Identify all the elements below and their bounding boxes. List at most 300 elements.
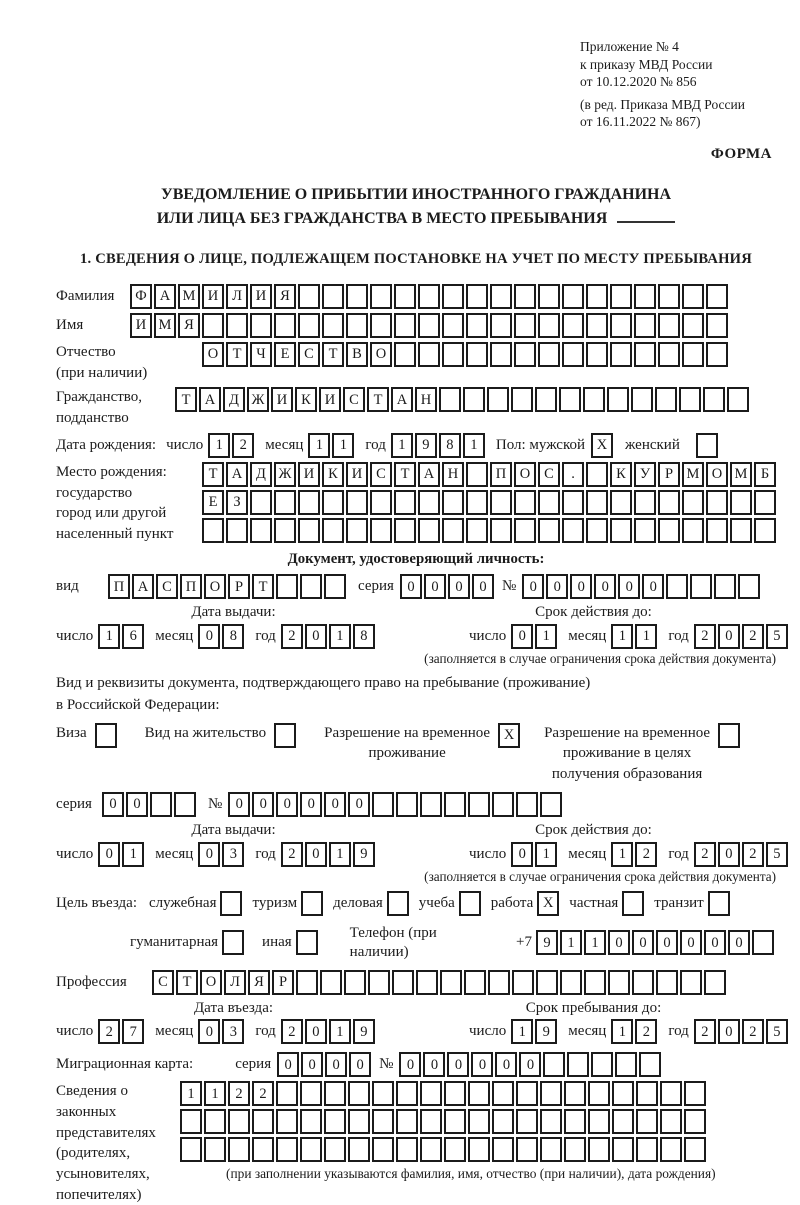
char-box[interactable] (586, 462, 608, 487)
char-box[interactable]: Т (175, 387, 197, 412)
char-box[interactable] (442, 518, 464, 543)
char-box[interactable] (394, 313, 416, 338)
char-box[interactable] (682, 342, 704, 367)
char-box[interactable]: Е (274, 342, 296, 367)
char-box[interactable]: 2 (742, 842, 764, 867)
char-box[interactable]: 0 (228, 792, 250, 817)
char-box[interactable]: 0 (447, 1052, 469, 1077)
char-box[interactable]: 1 (511, 1019, 533, 1044)
char-box[interactable] (468, 1081, 490, 1106)
char-box[interactable] (727, 387, 749, 412)
char-box[interactable]: 1 (535, 842, 557, 867)
char-box[interactable] (639, 1052, 661, 1077)
char-box[interactable] (204, 1137, 226, 1162)
char-box[interactable]: Л (224, 970, 246, 995)
char-box[interactable] (696, 433, 718, 458)
char-box[interactable]: 0 (632, 930, 654, 955)
char-box[interactable] (690, 574, 712, 599)
char-box[interactable] (222, 930, 244, 955)
char-box[interactable] (514, 342, 536, 367)
char-box[interactable]: 0 (618, 574, 640, 599)
char-box[interactable] (538, 490, 560, 515)
char-box[interactable]: П (490, 462, 512, 487)
char-box[interactable] (394, 490, 416, 515)
char-box[interactable]: X (537, 891, 559, 916)
char-box[interactable]: 2 (232, 433, 254, 458)
char-box[interactable]: Ч (250, 342, 272, 367)
char-box[interactable]: О (200, 970, 222, 995)
char-box[interactable]: 1 (204, 1081, 226, 1106)
char-box[interactable]: Ф (130, 284, 152, 309)
char-box[interactable] (610, 313, 632, 338)
char-box[interactable]: 0 (546, 574, 568, 599)
char-box[interactable] (324, 1081, 346, 1106)
char-box[interactable] (418, 342, 440, 367)
char-box[interactable] (250, 518, 272, 543)
char-box[interactable] (444, 792, 466, 817)
char-box[interactable] (708, 891, 730, 916)
char-box[interactable]: 2 (281, 624, 303, 649)
char-box[interactable]: Д (223, 387, 245, 412)
char-box[interactable] (372, 1109, 394, 1134)
char-box[interactable] (588, 1081, 610, 1106)
char-box[interactable]: В (346, 342, 368, 367)
char-box[interactable]: С (152, 970, 174, 995)
char-box[interactable] (202, 518, 224, 543)
char-box[interactable]: 0 (704, 930, 726, 955)
char-box[interactable] (658, 342, 680, 367)
char-box[interactable] (300, 1081, 322, 1106)
char-box[interactable] (459, 891, 481, 916)
char-box[interactable]: 2 (635, 1019, 657, 1044)
char-box[interactable]: С (343, 387, 365, 412)
char-box[interactable] (718, 723, 740, 748)
char-box[interactable]: 0 (423, 1052, 445, 1077)
char-box[interactable] (511, 387, 533, 412)
char-box[interactable] (706, 284, 728, 309)
char-box[interactable]: И (319, 387, 341, 412)
char-box[interactable] (298, 518, 320, 543)
char-box[interactable]: 1 (611, 624, 633, 649)
char-box[interactable] (538, 518, 560, 543)
char-box[interactable]: 0 (301, 1052, 323, 1077)
char-box[interactable] (607, 387, 629, 412)
char-box[interactable] (418, 490, 440, 515)
char-box[interactable]: А (226, 462, 248, 487)
char-box[interactable] (492, 1081, 514, 1106)
char-box[interactable] (301, 891, 323, 916)
char-box[interactable]: Т (367, 387, 389, 412)
char-box[interactable] (348, 1081, 370, 1106)
char-box[interactable] (682, 284, 704, 309)
char-box[interactable] (514, 313, 536, 338)
char-box[interactable]: 3 (222, 1019, 244, 1044)
char-box[interactable] (439, 387, 461, 412)
char-box[interactable]: 0 (349, 1052, 371, 1077)
char-box[interactable]: 0 (472, 574, 494, 599)
char-box[interactable]: 1 (329, 842, 351, 867)
char-box[interactable] (463, 387, 485, 412)
char-box[interactable]: М (730, 462, 752, 487)
char-box[interactable]: 0 (594, 574, 616, 599)
char-box[interactable]: У (634, 462, 656, 487)
char-box[interactable]: С (298, 342, 320, 367)
char-box[interactable] (174, 792, 196, 817)
char-box[interactable] (536, 970, 558, 995)
char-box[interactable]: 0 (277, 1052, 299, 1077)
char-box[interactable] (562, 490, 584, 515)
char-box[interactable]: 1 (98, 624, 120, 649)
char-box[interactable] (586, 284, 608, 309)
char-box[interactable] (612, 1137, 634, 1162)
char-box[interactable] (540, 1137, 562, 1162)
char-box[interactable]: 1 (208, 433, 230, 458)
char-box[interactable]: 1 (180, 1081, 202, 1106)
char-box[interactable]: 0 (718, 624, 740, 649)
char-box[interactable]: О (370, 342, 392, 367)
char-box[interactable]: 0 (511, 624, 533, 649)
char-box[interactable]: 0 (300, 792, 322, 817)
char-box[interactable]: 0 (424, 574, 446, 599)
char-box[interactable]: 0 (276, 792, 298, 817)
char-box[interactable] (586, 490, 608, 515)
char-box[interactable]: Р (272, 970, 294, 995)
char-box[interactable] (394, 284, 416, 309)
char-box[interactable] (680, 970, 702, 995)
char-box[interactable] (228, 1137, 250, 1162)
char-box[interactable]: С (156, 574, 178, 599)
char-box[interactable] (656, 970, 678, 995)
char-box[interactable] (276, 1109, 298, 1134)
char-box[interactable] (324, 574, 346, 599)
char-box[interactable]: Т (202, 462, 224, 487)
char-box[interactable] (538, 313, 560, 338)
char-box[interactable] (444, 1109, 466, 1134)
char-box[interactable] (632, 970, 654, 995)
char-box[interactable] (220, 891, 242, 916)
char-box[interactable] (612, 1109, 634, 1134)
char-box[interactable] (490, 313, 512, 338)
char-box[interactable]: 8 (222, 624, 244, 649)
char-box[interactable] (516, 1137, 538, 1162)
char-box[interactable] (564, 1081, 586, 1106)
char-box[interactable] (567, 1052, 589, 1077)
char-box[interactable] (442, 490, 464, 515)
char-box[interactable]: 3 (222, 842, 244, 867)
char-box[interactable]: 1 (611, 1019, 633, 1044)
char-box[interactable] (610, 490, 632, 515)
char-box[interactable]: Т (252, 574, 274, 599)
char-box[interactable] (586, 342, 608, 367)
char-box[interactable] (540, 792, 562, 817)
char-box[interactable] (394, 342, 416, 367)
char-box[interactable]: 2 (635, 842, 657, 867)
char-box[interactable]: 0 (522, 574, 544, 599)
char-box[interactable] (296, 970, 318, 995)
char-box[interactable] (684, 1109, 706, 1134)
char-box[interactable] (468, 1137, 490, 1162)
char-box[interactable]: 1 (329, 624, 351, 649)
char-box[interactable] (634, 313, 656, 338)
char-box[interactable] (420, 1137, 442, 1162)
char-box[interactable]: П (180, 574, 202, 599)
char-box[interactable] (440, 970, 462, 995)
char-box[interactable] (346, 313, 368, 338)
char-box[interactable]: 0 (570, 574, 592, 599)
char-box[interactable] (274, 313, 296, 338)
char-box[interactable] (682, 518, 704, 543)
char-box[interactable] (442, 313, 464, 338)
char-box[interactable]: Н (442, 462, 464, 487)
char-box[interactable] (588, 1137, 610, 1162)
char-box[interactable] (634, 284, 656, 309)
char-box[interactable] (487, 387, 509, 412)
char-box[interactable]: 0 (252, 792, 274, 817)
char-box[interactable]: Е (202, 490, 224, 515)
char-box[interactable]: Б (754, 462, 776, 487)
char-box[interactable] (466, 313, 488, 338)
char-box[interactable]: 1 (329, 1019, 351, 1044)
char-box[interactable]: Н (415, 387, 437, 412)
char-box[interactable] (562, 284, 584, 309)
char-box[interactable] (538, 284, 560, 309)
char-box[interactable] (464, 970, 486, 995)
char-box[interactable]: 2 (694, 842, 716, 867)
char-box[interactable] (226, 313, 248, 338)
char-box[interactable] (322, 518, 344, 543)
char-box[interactable] (346, 490, 368, 515)
char-box[interactable]: 0 (448, 574, 470, 599)
char-box[interactable] (660, 1109, 682, 1134)
char-box[interactable] (588, 1109, 610, 1134)
char-box[interactable] (418, 313, 440, 338)
char-box[interactable] (396, 1081, 418, 1106)
char-box[interactable]: 2 (98, 1019, 120, 1044)
char-box[interactable] (738, 574, 760, 599)
char-box[interactable] (300, 1137, 322, 1162)
char-box[interactable]: Д (250, 462, 272, 487)
char-box[interactable]: П (108, 574, 130, 599)
char-box[interactable]: М (154, 313, 176, 338)
char-box[interactable]: 1 (332, 433, 354, 458)
char-box[interactable] (684, 1137, 706, 1162)
char-box[interactable] (634, 490, 656, 515)
char-box[interactable] (608, 970, 630, 995)
char-box[interactable] (396, 1137, 418, 1162)
char-box[interactable]: 0 (519, 1052, 541, 1077)
char-box[interactable] (631, 387, 653, 412)
char-box[interactable] (444, 1081, 466, 1106)
char-box[interactable] (512, 970, 534, 995)
char-box[interactable]: 8 (353, 624, 375, 649)
char-box[interactable] (564, 1137, 586, 1162)
char-box[interactable] (754, 490, 776, 515)
char-box[interactable] (348, 1109, 370, 1134)
char-box[interactable] (346, 518, 368, 543)
char-box[interactable] (658, 284, 680, 309)
char-box[interactable] (730, 490, 752, 515)
char-box[interactable] (202, 313, 224, 338)
char-box[interactable] (562, 518, 584, 543)
char-box[interactable]: Т (176, 970, 198, 995)
char-box[interactable] (538, 342, 560, 367)
char-box[interactable]: Т (322, 342, 344, 367)
char-box[interactable] (706, 342, 728, 367)
char-box[interactable]: 1 (122, 842, 144, 867)
char-box[interactable] (372, 1137, 394, 1162)
char-box[interactable] (420, 1109, 442, 1134)
char-box[interactable]: 0 (198, 1019, 220, 1044)
char-box[interactable] (276, 1081, 298, 1106)
char-box[interactable]: Я (248, 970, 270, 995)
char-box[interactable] (682, 490, 704, 515)
char-box[interactable]: 1 (611, 842, 633, 867)
char-box[interactable]: 1 (584, 930, 606, 955)
char-box[interactable]: О (204, 574, 226, 599)
char-box[interactable] (418, 518, 440, 543)
char-box[interactable]: Я (178, 313, 200, 338)
char-box[interactable] (468, 1109, 490, 1134)
char-box[interactable] (752, 930, 774, 955)
char-box[interactable]: Т (394, 462, 416, 487)
char-box[interactable] (655, 387, 677, 412)
char-box[interactable] (370, 284, 392, 309)
char-box[interactable] (466, 284, 488, 309)
char-box[interactable] (468, 792, 490, 817)
char-box[interactable] (95, 723, 117, 748)
char-box[interactable]: 1 (535, 624, 557, 649)
char-box[interactable]: 2 (694, 1019, 716, 1044)
char-box[interactable] (274, 518, 296, 543)
char-box[interactable] (387, 891, 409, 916)
char-box[interactable] (276, 574, 298, 599)
char-box[interactable] (322, 490, 344, 515)
char-box[interactable]: А (391, 387, 413, 412)
char-box[interactable] (516, 1109, 538, 1134)
char-box[interactable] (610, 284, 632, 309)
char-box[interactable]: X (498, 723, 520, 748)
char-box[interactable] (622, 891, 644, 916)
char-box[interactable] (543, 1052, 565, 1077)
char-box[interactable]: 0 (198, 842, 220, 867)
char-box[interactable] (250, 490, 272, 515)
char-box[interactable]: Я (274, 284, 296, 309)
char-box[interactable]: Р (658, 462, 680, 487)
char-box[interactable] (562, 342, 584, 367)
char-box[interactable] (514, 284, 536, 309)
char-box[interactable]: Л (226, 284, 248, 309)
char-box[interactable]: И (202, 284, 224, 309)
char-box[interactable] (660, 1081, 682, 1106)
char-box[interactable]: 0 (348, 792, 370, 817)
char-box[interactable] (559, 387, 581, 412)
char-box[interactable]: 2 (281, 1019, 303, 1044)
char-box[interactable]: К (322, 462, 344, 487)
char-box[interactable]: 0 (305, 842, 327, 867)
char-box[interactable]: 1 (308, 433, 330, 458)
char-box[interactable] (300, 574, 322, 599)
char-box[interactable]: 2 (742, 624, 764, 649)
char-box[interactable]: О (202, 342, 224, 367)
char-box[interactable]: 9 (536, 930, 558, 955)
char-box[interactable]: 9 (535, 1019, 557, 1044)
char-box[interactable]: И (250, 284, 272, 309)
char-box[interactable]: 9 (353, 842, 375, 867)
char-box[interactable] (444, 1137, 466, 1162)
char-box[interactable] (492, 792, 514, 817)
char-box[interactable] (560, 970, 582, 995)
char-box[interactable]: 0 (198, 624, 220, 649)
char-box[interactable] (296, 930, 318, 955)
char-box[interactable] (514, 490, 536, 515)
char-box[interactable] (322, 313, 344, 338)
char-box[interactable] (612, 1081, 634, 1106)
char-box[interactable]: 2 (742, 1019, 764, 1044)
char-box[interactable]: М (682, 462, 704, 487)
char-box[interactable]: X (591, 433, 613, 458)
char-box[interactable]: А (132, 574, 154, 599)
char-box[interactable] (634, 518, 656, 543)
char-box[interactable]: 1 (560, 930, 582, 955)
char-box[interactable]: 0 (400, 574, 422, 599)
char-box[interactable] (514, 518, 536, 543)
char-box[interactable] (370, 518, 392, 543)
char-box[interactable] (346, 284, 368, 309)
char-box[interactable] (298, 284, 320, 309)
char-box[interactable] (610, 518, 632, 543)
char-box[interactable] (490, 342, 512, 367)
char-box[interactable] (492, 1137, 514, 1162)
char-box[interactable]: А (199, 387, 221, 412)
char-box[interactable] (658, 313, 680, 338)
char-box[interactable]: 0 (511, 842, 533, 867)
char-box[interactable]: 0 (325, 1052, 347, 1077)
char-box[interactable] (636, 1137, 658, 1162)
char-box[interactable] (226, 518, 248, 543)
char-box[interactable] (562, 313, 584, 338)
char-box[interactable]: 0 (399, 1052, 421, 1077)
char-box[interactable] (466, 462, 488, 487)
char-box[interactable]: 6 (122, 624, 144, 649)
char-box[interactable]: О (706, 462, 728, 487)
char-box[interactable] (466, 342, 488, 367)
char-box[interactable]: С (370, 462, 392, 487)
char-box[interactable]: 0 (305, 624, 327, 649)
char-box[interactable]: 0 (608, 930, 630, 955)
char-box[interactable]: 0 (642, 574, 664, 599)
char-box[interactable] (516, 1081, 538, 1106)
char-box[interactable]: 9 (415, 433, 437, 458)
char-box[interactable] (250, 313, 272, 338)
char-box[interactable] (348, 1137, 370, 1162)
char-box[interactable] (706, 518, 728, 543)
char-box[interactable] (540, 1109, 562, 1134)
char-box[interactable] (180, 1137, 202, 1162)
char-box[interactable]: 5 (766, 842, 788, 867)
char-box[interactable]: И (298, 462, 320, 487)
char-box[interactable] (252, 1109, 274, 1134)
char-box[interactable]: 0 (656, 930, 678, 955)
char-box[interactable] (634, 342, 656, 367)
char-box[interactable] (420, 792, 442, 817)
char-box[interactable] (466, 518, 488, 543)
char-box[interactable] (298, 490, 320, 515)
char-box[interactable]: 1 (463, 433, 485, 458)
char-box[interactable]: 1 (391, 433, 413, 458)
char-box[interactable] (320, 970, 342, 995)
char-box[interactable] (584, 970, 606, 995)
char-box[interactable] (300, 1109, 322, 1134)
